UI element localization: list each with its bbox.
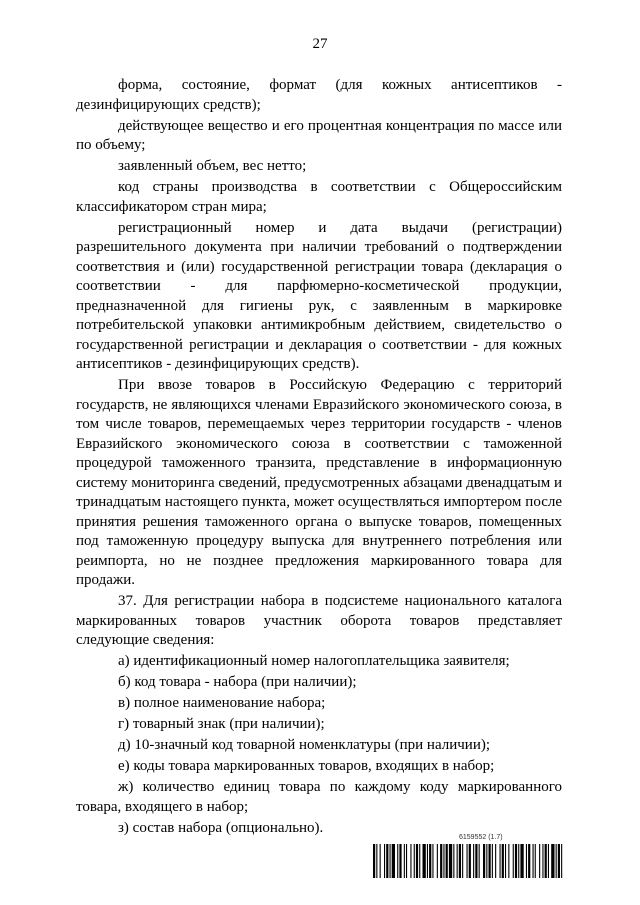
- list-item: в) полное наименование набора;: [118, 695, 326, 711]
- paragraph: код страны производства в соответствии с Общероссийским классификатором стран мира;: [76, 179, 562, 215]
- list-item: б) код товара - набора (при наличии);: [118, 674, 357, 690]
- list-item: е) коды товара маркированных товаров, входящих в набор;: [118, 758, 495, 774]
- list-item: д) 10-значный код товарной номенклатуры (при наличии);: [118, 737, 491, 753]
- page-number: 27: [312, 36, 328, 52]
- paragraph: регистрационный номер и дата выдачи (регистрации) разрешительного документа при наличии требований о подтверждении соответствия и (или) государственной регистрации товара (декларация о соответствии - для парфюмерно-косметической продукции, предназначенной для гигиены рук, с заявленным в маркировке потребительской упаковки антимикробным действием, свидетельство о государственной регистрации и декларация о соответствии - для кожных антисептиков - дезинфицирующих средств).: [76, 219, 562, 372]
- document-code: 6159552 (1.7): [459, 834, 503, 841]
- paragraph: При ввозе товаров в Российскую Федерацию с территорий государств, не являющихся членами Евразийского экономического союза, в том числе товаров, перемещаемых через территории государств - членов Евразийского экономического союза в соответствии с таможенной процедурой таможенного транзита, представление в информационную систему мониторинга сведений, предусмотренных абзацами двенадцатым и тринадцатым настоящего пункта, может осуществляться импортером после принятия решения таможенного органа о выпуске товаров, помещенных под таможенную процедуру выпуска для внутреннего потребления или реимпорта, но не позднее предложения маркированного товара для продажи.: [76, 377, 562, 588]
- document-body: [76, 76, 562, 838]
- list-item: а) идентификационный номер налогоплательщика заявителя;: [118, 653, 510, 669]
- paragraph: действующее вещество и его процентная концентрация по массе или по объему;: [76, 117, 562, 153]
- list-item: ж) количество единиц товара по каждому коду маркированного товара, входящего в набор;: [76, 779, 562, 815]
- paragraph: форма, состояние, формат (для кожных антисептиков - дезинфицирующих средств);: [76, 77, 562, 113]
- paragraph: заявленный объем, вес нетто;: [118, 158, 307, 174]
- barcode: [373, 844, 565, 878]
- list-item: г) товарный знак (при наличии);: [118, 716, 325, 732]
- list-item: з) состав набора (опционально).: [118, 819, 324, 836]
- paragraph: 37. Для регистрации набора в подсистеме национального каталога маркированных товаров участник оборота товаров представляет следующие сведения:: [76, 593, 562, 648]
